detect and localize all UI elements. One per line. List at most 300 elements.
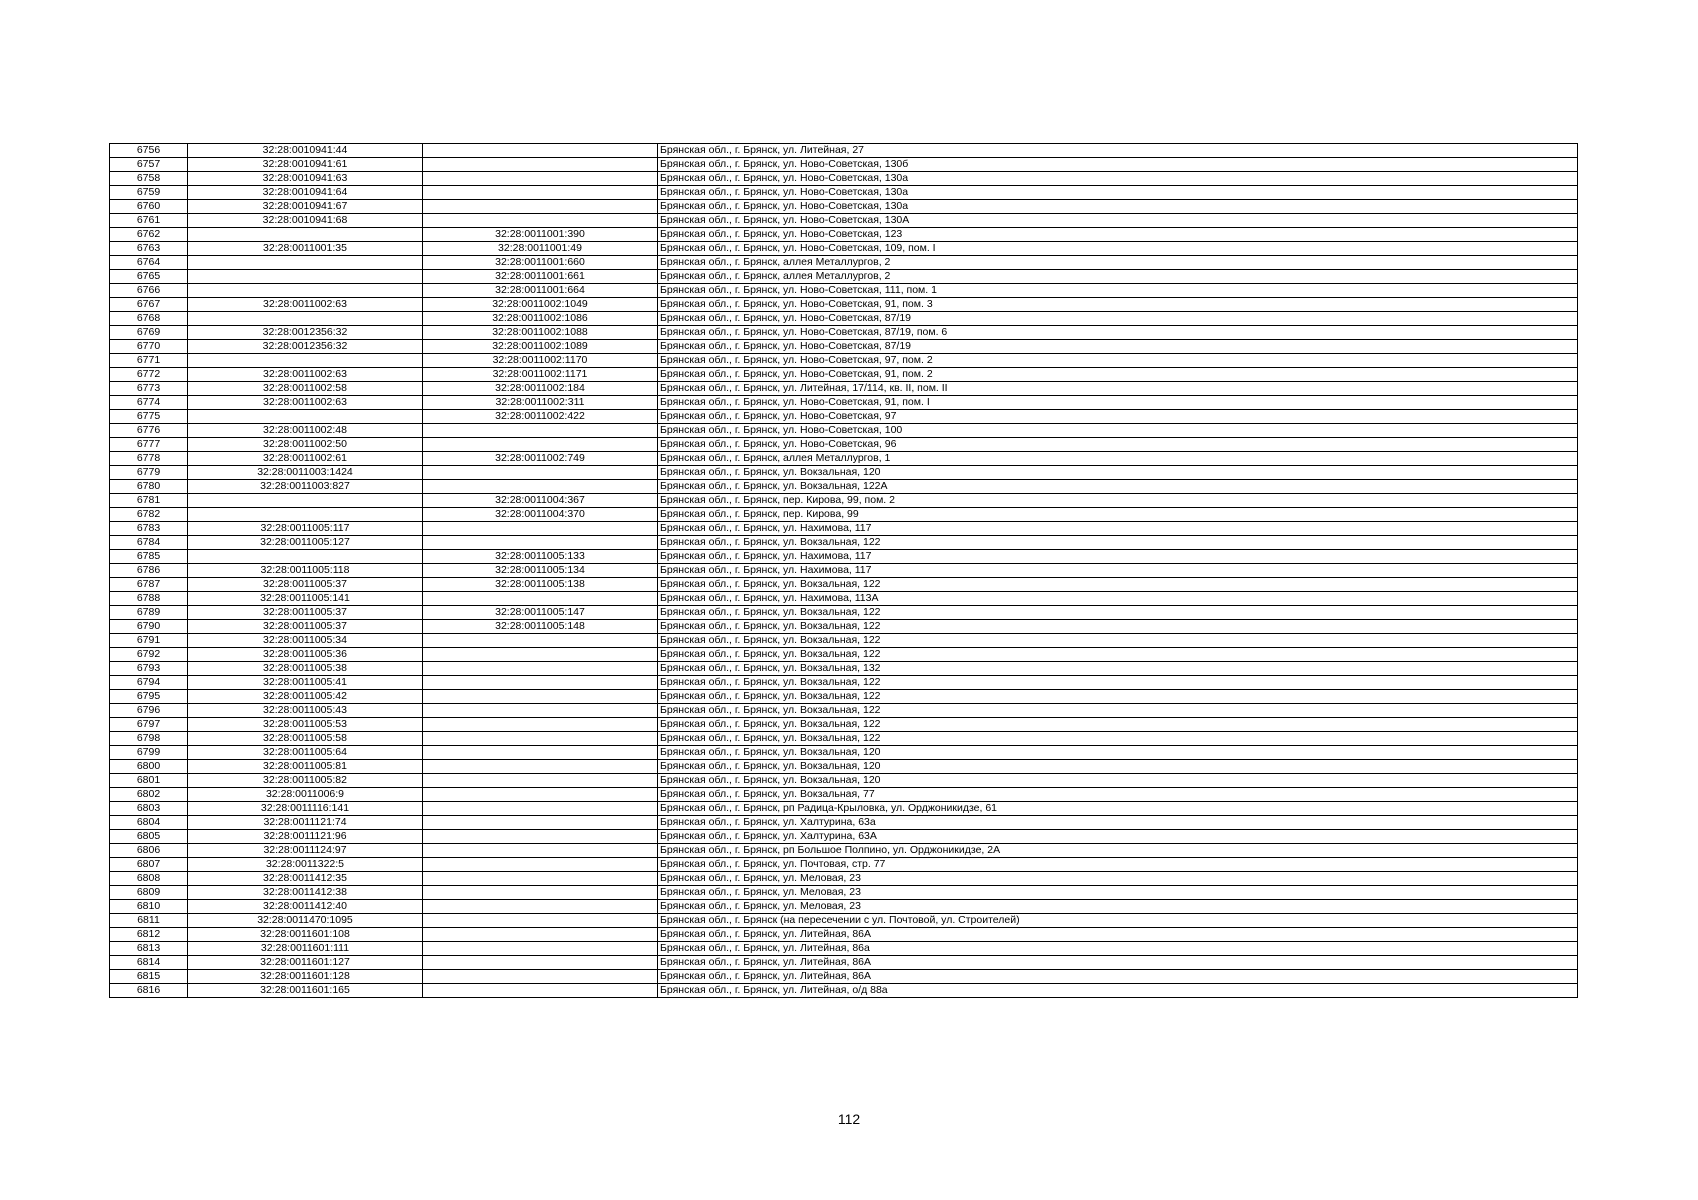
cadastral-number-primary: 32:28:0011121:96 [188,830,423,844]
cadastral-number-secondary [423,634,658,648]
table-row [110,242,1578,256]
address: Брянская обл., г. Брянск, ул. Вокзальная, 122 [658,620,1578,634]
address: Брянская обл., г. Брянск, ул. Ново-Советская, 97 [658,410,1578,424]
table-row [110,816,1578,830]
row-number: 6816 [110,984,188,998]
table-row [110,550,1578,564]
cadastral-number-secondary [423,984,658,998]
cadastral-number-secondary: 32:28:0011002:311 [423,396,658,410]
cadastral-number-secondary [423,676,658,690]
cadastral-number-secondary [423,830,658,844]
address: Брянская обл., г. Брянск, ул. Ново-Советская, 130а [658,172,1578,186]
table-row [110,508,1578,522]
address: Брянская обл., г. Брянск, ул. Литейная, 86А [658,956,1578,970]
cadastral-number-primary: 32:28:0010941:63 [188,172,423,186]
cadastral-number-primary: 32:28:0011003:827 [188,480,423,494]
row-number: 6769 [110,326,188,340]
table-row [110,704,1578,718]
row-number: 6789 [110,606,188,620]
cadastral-number-secondary [423,158,658,172]
table-row [110,410,1578,424]
table-row [110,858,1578,872]
cadastral-number-primary: 32:28:0011002:48 [188,424,423,438]
cadastral-number-primary: 32:28:0011470:1095 [188,914,423,928]
table-row [110,886,1578,900]
table-row [110,200,1578,214]
cadastral-number-primary: 32:28:0011005:118 [188,564,423,578]
row-number: 6773 [110,382,188,396]
address: Брянская обл., г. Брянск, аллея Металлургов, 1 [658,452,1578,466]
address: Брянская обл., г. Брянск, ул. Вокзальная, 122 [658,676,1578,690]
table-row [110,802,1578,816]
row-number: 6757 [110,158,188,172]
cadastral-number-primary: 32:28:0011005:37 [188,578,423,592]
cadastral-number-primary: 32:28:0011005:82 [188,774,423,788]
table-row [110,396,1578,410]
row-number: 6800 [110,760,188,774]
address: Брянская обл., г. Брянск, ул. Ново-Советская, 130а [658,200,1578,214]
cadastral-number-secondary: 32:28:0011002:184 [423,382,658,396]
table-row [110,928,1578,942]
cadastral-number-secondary [423,928,658,942]
cadastral-number-secondary [423,760,658,774]
table-row [110,256,1578,270]
row-number: 6801 [110,774,188,788]
address: Брянская обл., г. Брянск, ул. Ново-Советская, 87/19 [658,312,1578,326]
cadastral-number-primary [188,312,423,326]
row-number: 6781 [110,494,188,508]
cadastral-number-primary: 32:28:0011116:141 [188,802,423,816]
table-row [110,746,1578,760]
row-number: 6787 [110,578,188,592]
address: Брянская обл., г. Брянск, ул. Ново-Советская, 130а [658,186,1578,200]
table-row [110,914,1578,928]
address: Брянская обл., г. Брянск, ул. Вокзальная, 122 [658,704,1578,718]
cadastral-number-secondary [423,214,658,228]
cadastral-number-secondary: 32:28:0011002:422 [423,410,658,424]
cadastral-number-secondary [423,438,658,452]
table-row [110,774,1578,788]
address: Брянская обл., г. Брянск, ул. Ново-Советская, 87/19, пом. 6 [658,326,1578,340]
row-number: 6802 [110,788,188,802]
table-row [110,340,1578,354]
cadastral-number-secondary: 32:28:0011001:660 [423,256,658,270]
table-row [110,270,1578,284]
address: Брянская обл., г. Брянск, ул. Нахимова, 117 [658,522,1578,536]
cadastral-number-primary [188,228,423,242]
table-row [110,312,1578,326]
table-row [110,970,1578,984]
address: Брянская обл., г. Брянск, пер. Кирова, 99, пом. 2 [658,494,1578,508]
row-number: 6756 [110,144,188,158]
cadastral-number-primary: 32:28:0011005:117 [188,522,423,536]
cadastral-number-primary: 32:28:0011005:58 [188,732,423,746]
table-row [110,690,1578,704]
cadastral-number-secondary: 32:28:0011005:148 [423,620,658,634]
cadastral-number-secondary [423,900,658,914]
row-number: 6813 [110,942,188,956]
cadastral-number-primary: 32:28:0011005:141 [188,592,423,606]
cadastral-number-primary [188,494,423,508]
page-number: 112 [837,1111,861,1127]
address: Брянская обл., г. Брянск, ул. Меловая, 23 [658,900,1578,914]
table-row [110,578,1578,592]
table-row [110,298,1578,312]
row-number: 6758 [110,172,188,186]
row-number: 6767 [110,298,188,312]
cadastral-number-secondary: 32:28:0011004:367 [423,494,658,508]
address: Брянская обл., г. Брянск, ул. Вокзальная, 122А [658,480,1578,494]
cadastral-number-secondary [423,648,658,662]
row-number: 6775 [110,410,188,424]
cadastral-number-secondary [423,536,658,550]
table-row [110,326,1578,340]
row-number: 6807 [110,858,188,872]
table-row [110,900,1578,914]
address: Брянская обл., г. Брянск, ул. Литейная, 86А [658,970,1578,984]
row-number: 6780 [110,480,188,494]
cadastral-number-secondary: 32:28:0011002:1088 [423,326,658,340]
cadastral-number-secondary [423,942,658,956]
cadastral-number-secondary: 32:28:0011002:1089 [423,340,658,354]
row-number: 6799 [110,746,188,760]
row-number: 6778 [110,452,188,466]
row-number: 6796 [110,704,188,718]
cadastral-number-secondary: 32:28:0011004:370 [423,508,658,522]
row-number: 6783 [110,522,188,536]
cadastral-number-secondary [423,172,658,186]
address: Брянская обл., г. Брянск, ул. Литейная, 17/114, кв. II, пом. II [658,382,1578,396]
cadastral-number-secondary: 32:28:0011005:133 [423,550,658,564]
cadastral-number-primary: 32:28:0011005:43 [188,704,423,718]
row-number: 6794 [110,676,188,690]
address: Брянская обл., г. Брянск, ул. Вокзальная, 122 [658,536,1578,550]
cadastral-number-primary: 32:28:0011412:38 [188,886,423,900]
address: Брянская обл., г. Брянск, аллея Металлургов, 2 [658,256,1578,270]
address: Брянская обл., г. Брянск, ул. Ново-Советская, 111, пом. 1 [658,284,1578,298]
cadastral-number-secondary [423,802,658,816]
cadastral-number-primary [188,508,423,522]
address: Брянская обл., г. Брянск, ул. Литейная, 27 [658,144,1578,158]
cadastral-number-secondary [423,774,658,788]
table-row [110,606,1578,620]
table-row [110,480,1578,494]
row-number: 6764 [110,256,188,270]
address: Брянская обл., г. Брянск, ул. Ново-Советская, 109, пом. I [658,242,1578,256]
address: Брянская обл., г. Брянск, ул. Литейная, 86а [658,942,1578,956]
address: Брянская обл., г. Брянск, ул. Вокзальная, 122 [658,732,1578,746]
address: Брянская обл., г. Брянск, ул. Вокзальная, 120 [658,774,1578,788]
address: Брянская обл., г. Брянск, ул. Ново-Советская, 97, пом. 2 [658,354,1578,368]
table-row [110,788,1578,802]
address: Брянская обл., г. Брянск, ул. Меловая, 23 [658,872,1578,886]
address: Брянская обл., г. Брянск, ул. Ново-Советская, 91, пом. I [658,396,1578,410]
cadastral-number-primary: 32:28:0011601:127 [188,956,423,970]
address: Брянская обл., г. Брянск, ул. Ново-Советская, 130б [658,158,1578,172]
cadastral-number-primary: 32:28:0010941:61 [188,158,423,172]
cadastral-number-primary: 32:28:0011005:38 [188,662,423,676]
address: Брянская обл., г. Брянск, ул. Ново-Советская, 130А [658,214,1578,228]
address: Брянская обл., г. Брянск, ул. Ново-Советская, 87/19 [658,340,1578,354]
cadastral-number-secondary: 32:28:0011001:49 [423,242,658,256]
address: Брянская обл., г. Брянск, ул. Вокзальная, 122 [658,690,1578,704]
address: Брянская обл., г. Брянск, ул. Ново-Советская, 91, пом. 3 [658,298,1578,312]
address: Брянская обл., г. Брянск, пер. Кирова, 99 [658,508,1578,522]
cadastral-number-secondary [423,914,658,928]
address: Брянская обл., г. Брянск, рп Большое Полпино, ул. Орджоникидзе, 2А [658,844,1578,858]
cadastral-number-primary: 32:28:0010941:64 [188,186,423,200]
cadastral-number-secondary: 32:28:0011005:147 [423,606,658,620]
cadastral-number-secondary [423,970,658,984]
row-number: 6765 [110,270,188,284]
row-number: 6812 [110,928,188,942]
cadastral-number-secondary [423,858,658,872]
cadastral-number-secondary [423,466,658,480]
cadastral-number-primary: 32:28:0011005:41 [188,676,423,690]
table-row [110,620,1578,634]
row-number: 6776 [110,424,188,438]
cadastral-number-secondary [423,816,658,830]
cadastral-number-secondary [423,718,658,732]
row-number: 6774 [110,396,188,410]
address: Брянская обл., г. Брянск, ул. Вокзальная, 122 [658,606,1578,620]
registry-table [109,143,1578,998]
table-row [110,830,1578,844]
cadastral-number-primary: 32:28:0011002:63 [188,368,423,382]
cadastral-number-primary: 32:28:0011005:37 [188,606,423,620]
row-number: 6798 [110,732,188,746]
cadastral-number-secondary [423,662,658,676]
row-number: 6770 [110,340,188,354]
cadastral-number-primary: 32:28:0011001:35 [188,242,423,256]
table-row [110,732,1578,746]
table-row [110,382,1578,396]
cadastral-number-primary: 32:28:0012356:32 [188,340,423,354]
cadastral-number-secondary: 32:28:0011005:138 [423,578,658,592]
row-number: 6809 [110,886,188,900]
cadastral-number-primary: 32:28:0011601:165 [188,984,423,998]
table-row [110,186,1578,200]
cadastral-number-secondary [423,522,658,536]
table-row [110,522,1578,536]
address: Брянская обл., г. Брянск, аллея Металлургов, 2 [658,270,1578,284]
row-number: 6763 [110,242,188,256]
cadastral-number-primary: 32:28:0011121:74 [188,816,423,830]
row-number: 6772 [110,368,188,382]
address: Брянская обл., г. Брянск, ул. Литейная, о/д 88а [658,984,1578,998]
cadastral-number-secondary [423,144,658,158]
row-number: 6777 [110,438,188,452]
row-number: 6808 [110,872,188,886]
row-number: 6762 [110,228,188,242]
address: Брянская обл., г. Брянск, ул. Халтурина, 63а [658,816,1578,830]
address: Брянская обл., г. Брянск, ул. Нахимова, 117 [658,564,1578,578]
table-row [110,452,1578,466]
cadastral-number-primary [188,256,423,270]
row-number: 6795 [110,690,188,704]
address: Брянская обл., г. Брянск, ул. Вокзальная, 132 [658,662,1578,676]
address: Брянская обл., г. Брянск, ул. Вокзальная, 122 [658,648,1578,662]
table-row [110,424,1578,438]
address: Брянская обл., г. Брянск, рп Радица-Крыловка, ул. Орджоникидзе, 61 [658,802,1578,816]
table-row [110,536,1578,550]
row-number: 6771 [110,354,188,368]
address: Брянская обл., г. Брянск, ул. Ново-Советская, 96 [658,438,1578,452]
cadastral-number-secondary [423,186,658,200]
address: Брянская обл., г. Брянск, ул. Вокзальная, 122 [658,718,1578,732]
cadastral-number-secondary: 32:28:0011002:749 [423,452,658,466]
row-number: 6810 [110,900,188,914]
table-row [110,144,1578,158]
cadastral-number-primary: 32:28:0011002:58 [188,382,423,396]
cadastral-number-primary [188,354,423,368]
cadastral-number-primary: 32:28:0011124:97 [188,844,423,858]
cadastral-number-primary: 32:28:0011005:81 [188,760,423,774]
cadastral-number-primary [188,270,423,284]
table-row [110,872,1578,886]
cadastral-number-primary: 32:28:0011601:128 [188,970,423,984]
cadastral-number-secondary: 32:28:0011001:664 [423,284,658,298]
table-row [110,466,1578,480]
table-row [110,718,1578,732]
registry-table-body [110,144,1578,998]
cadastral-number-secondary [423,844,658,858]
address: Брянская обл., г. Брянск, ул. Халтурина, 63А [658,830,1578,844]
cadastral-number-secondary [423,592,658,606]
cadastral-number-primary: 32:28:0011005:34 [188,634,423,648]
cadastral-number-primary [188,550,423,564]
address: Брянская обл., г. Брянск, ул. Вокзальная, 120 [658,760,1578,774]
table-row [110,354,1578,368]
table-row [110,438,1578,452]
table-row [110,956,1578,970]
address: Брянская обл., г. Брянск, ул. Нахимова, 113А [658,592,1578,606]
cadastral-number-secondary: 32:28:0011002:1049 [423,298,658,312]
address: Брянская обл., г. Брянск, ул. Ново-Советская, 123 [658,228,1578,242]
cadastral-number-primary: 32:28:0011006:9 [188,788,423,802]
cadastral-number-secondary [423,956,658,970]
cadastral-number-primary: 32:28:0011322:5 [188,858,423,872]
cadastral-number-primary: 32:28:0011412:40 [188,900,423,914]
row-number: 6804 [110,816,188,830]
cadastral-number-primary: 32:28:0011002:63 [188,298,423,312]
cadastral-number-primary: 32:28:0011601:108 [188,928,423,942]
cadastral-number-primary: 32:28:0011003:1424 [188,466,423,480]
row-number: 6811 [110,914,188,928]
address: Брянская обл., г. Брянск, ул. Литейная, 86А [658,928,1578,942]
row-number: 6805 [110,830,188,844]
address: Брянская обл., г. Брянск, ул. Вокзальная, 120 [658,466,1578,480]
cadastral-number-primary: 32:28:0011005:53 [188,718,423,732]
table-row [110,172,1578,186]
cadastral-number-primary: 32:28:0011005:64 [188,746,423,760]
cadastral-number-secondary: 32:28:0011002:1171 [423,368,658,382]
cadastral-number-secondary [423,872,658,886]
cadastral-number-secondary: 32:28:0011002:1170 [423,354,658,368]
row-number: 6797 [110,718,188,732]
table-row [110,662,1578,676]
cadastral-number-primary: 32:28:0010941:44 [188,144,423,158]
cadastral-number-secondary [423,788,658,802]
table-row [110,368,1578,382]
cadastral-number-secondary [423,480,658,494]
row-number: 6790 [110,620,188,634]
table-row [110,676,1578,690]
table-row [110,564,1578,578]
row-number: 6760 [110,200,188,214]
table-row [110,760,1578,774]
cadastral-number-secondary [423,704,658,718]
cadastral-number-secondary [423,746,658,760]
row-number: 6759 [110,186,188,200]
cadastral-number-secondary: 32:28:0011005:134 [423,564,658,578]
cadastral-number-primary: 32:28:0011005:37 [188,620,423,634]
table-row [110,228,1578,242]
row-number: 6768 [110,312,188,326]
cadastral-number-primary: 32:28:0010941:68 [188,214,423,228]
row-number: 6779 [110,466,188,480]
cadastral-number-primary: 32:28:0011005:36 [188,648,423,662]
row-number: 6814 [110,956,188,970]
cadastral-number-primary: 32:28:0012356:32 [188,326,423,340]
address: Брянская обл., г. Брянск, ул. Меловая, 23 [658,886,1578,900]
table-row [110,284,1578,298]
row-number: 6792 [110,648,188,662]
cadastral-number-secondary [423,886,658,900]
table-row [110,494,1578,508]
address: Брянская обл., г. Брянск (на пересечении с ул. Почтовой, ул. Строителей) [658,914,1578,928]
row-number: 6784 [110,536,188,550]
address: Брянская обл., г. Брянск, ул. Вокзальная, 122 [658,578,1578,592]
cadastral-number-primary: 32:28:0010941:67 [188,200,423,214]
cadastral-number-primary: 32:28:0011002:63 [188,396,423,410]
table-row [110,634,1578,648]
address: Брянская обл., г. Брянск, ул. Почтовая, стр. 77 [658,858,1578,872]
address: Брянская обл., г. Брянск, ул. Нахимова, 117 [658,550,1578,564]
address: Брянская обл., г. Брянск, ул. Вокзальная, 120 [658,746,1578,760]
cadastral-number-primary: 32:28:0011002:50 [188,438,423,452]
cadastral-number-primary: 32:28:0011005:42 [188,690,423,704]
cadastral-number-secondary [423,200,658,214]
cadastral-number-primary: 32:28:0011002:61 [188,452,423,466]
address: Брянская обл., г. Брянск, ул. Ново-Советская, 100 [658,424,1578,438]
row-number: 6785 [110,550,188,564]
row-number: 6815 [110,970,188,984]
cadastral-number-secondary: 32:28:0011001:390 [423,228,658,242]
row-number: 6782 [110,508,188,522]
table-row [110,592,1578,606]
row-number: 6791 [110,634,188,648]
table-row [110,648,1578,662]
cadastral-number-primary [188,410,423,424]
cadastral-number-secondary [423,690,658,704]
row-number: 6806 [110,844,188,858]
table-row [110,984,1578,998]
cadastral-number-primary: 32:28:0011601:111 [188,942,423,956]
row-number: 6793 [110,662,188,676]
table-row [110,844,1578,858]
cadastral-number-primary [188,284,423,298]
cadastral-number-primary: 32:28:0011005:127 [188,536,423,550]
cadastral-number-secondary [423,424,658,438]
table-row [110,942,1578,956]
cadastral-number-secondary: 32:28:0011002:1086 [423,312,658,326]
cadastral-number-secondary: 32:28:0011001:661 [423,270,658,284]
address: Брянская обл., г. Брянск, ул. Ново-Советская, 91, пом. 2 [658,368,1578,382]
cadastral-number-primary: 32:28:0011412:35 [188,872,423,886]
row-number: 6766 [110,284,188,298]
row-number: 6786 [110,564,188,578]
